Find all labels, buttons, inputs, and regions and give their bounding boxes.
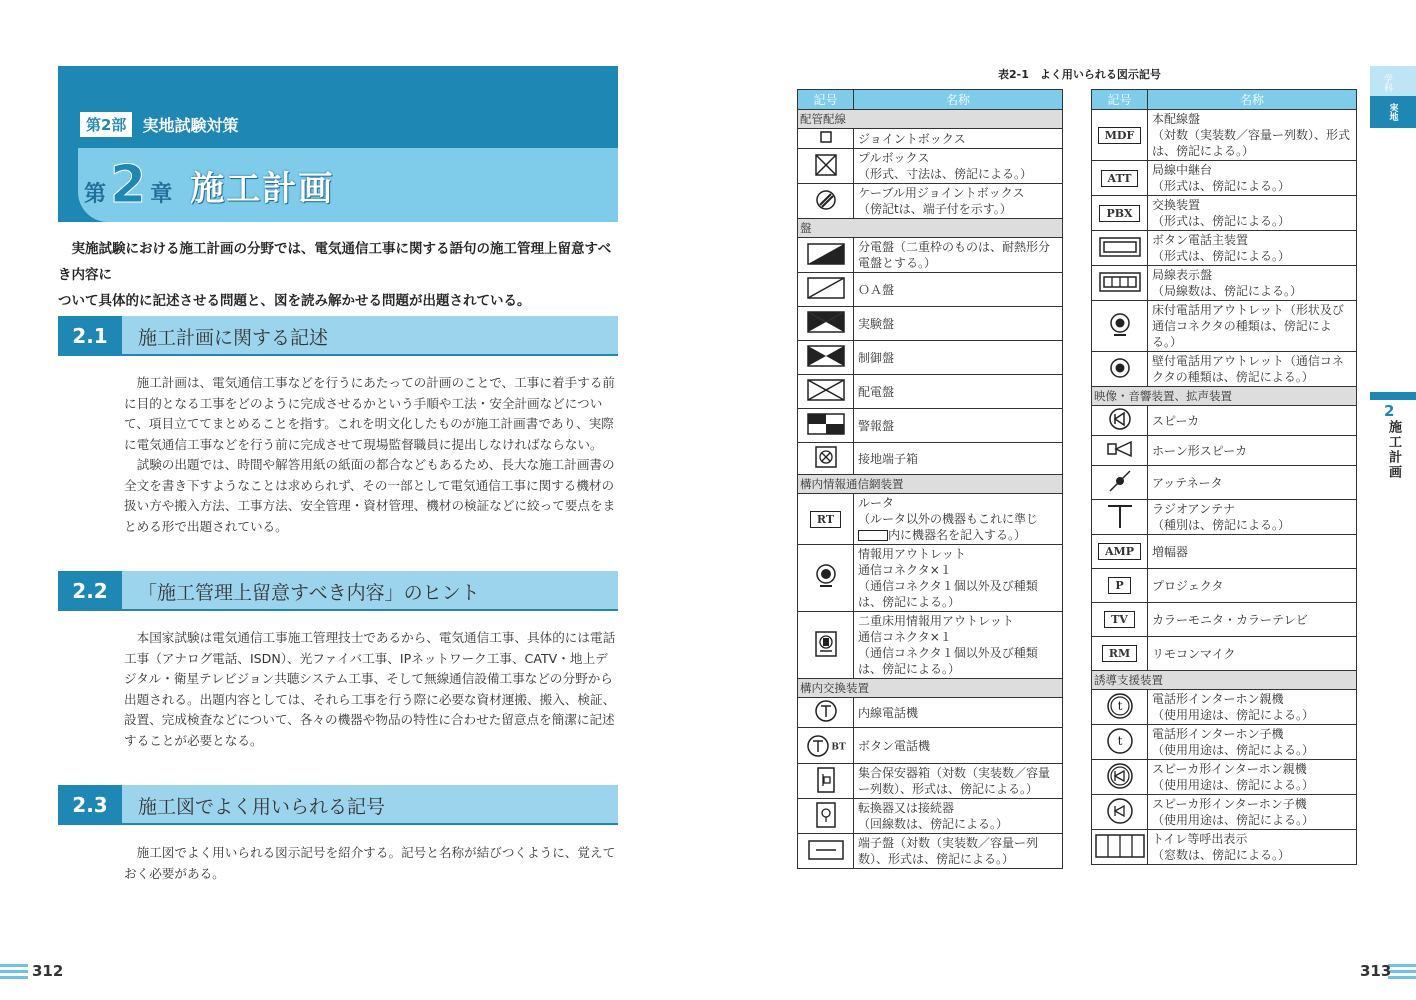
category-row: 配管配線 [798,110,1063,129]
toilet-call-display-symbol [1092,830,1148,865]
body-line: 扱い方や搬入方法、工事方法、安全管理・資材管理、機材の検証などに絞って要点をま [124,498,616,513]
pull-box-symbol [798,149,854,184]
symbol-name: 制御盤 [854,341,1063,375]
button-phone-main-symbol [1092,231,1148,266]
table-row [1092,266,1357,301]
radio-antenna-symbol [1092,500,1148,535]
tab-bar [1370,392,1416,400]
symbol-name: 壁付電話用アウトレット（通信コネ クタの種類は、傍記による。） [1148,352,1357,387]
col-name: 名称 [854,90,1063,110]
symbol-name: スピーカ [1148,406,1357,436]
intro-line: 実施試験における施工計画の分野では、電気通信工事に関する語句の施工管理上留意すべき内容に [58,241,612,283]
button-phone-symbol [798,728,854,764]
table-row [1092,301,1357,352]
table-row [1092,725,1357,760]
t-letter: t [1117,733,1122,748]
chapter-header [58,66,618,222]
section-number: 2.3 [58,785,122,825]
table-row [798,341,1063,375]
page-number-left: 312 [32,962,64,980]
oa-panel-symbol [798,273,854,307]
symbol-name: ラジオアンテナ （種別は、傍記による。） [1148,500,1357,535]
floor-phone-outlet-symbol [1092,301,1148,352]
symbol-name: 端子盤（対数（実装数／容量ー列 数）、形式は、傍記による。） [854,834,1063,869]
bt-subscript: BT [831,742,846,752]
symbol-name: ジョイントボックス [854,129,1063,149]
symbol-name: スピーカ形インターホン子機 （使用用途は、傍記による。） [1148,795,1357,830]
category-row: 盤 [798,219,1063,238]
symbol-name: 局線表示盤 （局線数は、傍記による。） [1148,266,1357,301]
symbol-name: ケーブル用ジョイントボックス （傍記tは、端子付を示す。） [854,184,1063,219]
table-row [1092,466,1357,500]
table-row [798,728,1063,764]
chapter-prefix: 第 [84,181,107,207]
table-row [798,545,1063,612]
projector-symbol: P [1092,569,1148,603]
symbol-name: プロジェクタ [1148,569,1357,603]
table-row [1092,406,1357,436]
side-tab-top [1370,66,1416,128]
category-row: 誘導支援装置 [1092,671,1357,690]
table-row [1092,637,1357,671]
section-heading-2-3 [58,785,618,825]
section-title: 施工図でよく用いられる記号 [138,795,386,818]
body-line: ジタル・衛星テレビジョン共聴システム工事、そして無線通信設備工事などの分野から [124,671,613,686]
symbol-name: 床付電話用アウトレット（形状及び 通信コネクタの種類は、傍記によ る。） [1148,301,1357,352]
table-row [798,149,1063,184]
section-underline [58,823,618,825]
tab-chapter-title: 施工計画 [1386,420,1401,480]
section-title: 「施工管理上留意すべき内容」のヒント [138,581,480,604]
section-underline [58,609,618,611]
symbol-table-right [1091,89,1357,865]
table-header-row [798,90,1063,110]
table-row [798,799,1063,834]
category-row: 構内情報通信網装置 [798,475,1063,494]
section-heading-2-2 [58,571,618,611]
symbol-name: アッテネータ [1148,466,1357,500]
table-row [798,494,1063,545]
chapter-title-box [78,148,618,222]
symbol-name: 情報用アウトレット 通信コネクタ×１ （通信コネクタ１個以外及び種類 は、傍記による。） [854,545,1063,612]
table-row [1092,161,1357,196]
symbol-name: 集合保安器箱（対数（実装数／容量 ー列数）、形式は、傍記による。） [854,764,1063,799]
ground-terminal-box-symbol [798,443,854,475]
table-row [1092,760,1357,795]
table-row [1092,436,1357,466]
mdf-symbol: MDF [1092,110,1148,161]
body-line: 工事（アナログ電話、ISDN）、光ファイバ工事、IPネットワーク工事、CATV・地上デ [124,650,608,666]
speaker-intercom-slave-symbol [1092,795,1148,830]
extension-phone-symbol [798,698,854,728]
table-row [798,834,1063,869]
symbol-name: 分電盤（二重枠のものは、耐熱形分 電盤とする。） [854,238,1063,273]
section-underline [58,354,618,356]
part-title: 実地試験対策 [142,116,239,135]
section-number: 2.2 [58,571,122,611]
table-row [798,184,1063,219]
table-row [1092,231,1357,266]
pbx-symbol: PBX [1092,196,1148,231]
part-row [80,112,238,137]
table-row [798,129,1063,149]
body-line: 設置、完成検査などについて、各々の機器や物品の特性に合わせた留意点を簡潔に記述 [124,712,615,727]
body-line: 施工計画は、電気通信工事などを行うにあたっての計画のことで、工事に着手する前 [136,375,615,390]
table-row [1092,196,1357,231]
symbol-name: 交換装置 （形式は、傍記による。） [1148,196,1357,231]
table-caption: 表2-1 よく用いられる図示記号 [998,68,1161,81]
tab-jitchi: 実地 [1370,96,1416,128]
body-line: 施工図でよく用いられる図示記号を紹介する。記号と名称が結びつくように、覚えて [136,845,616,860]
table-row [1092,690,1357,725]
symbol-name: 転換器又は接続器 （回線数は、傍記による。） [854,799,1063,834]
section-title: 施工計画に関する記述 [138,326,329,349]
distribution-panel-symbol [798,238,854,273]
tv-symbol: TV [1092,603,1148,637]
symbol-name: 増幅器 [1148,535,1357,569]
col-symbol: 記号 [798,90,854,110]
side-tab-chapter [1370,392,1416,480]
table-row [798,238,1063,273]
body-line: 試験の出題では、時間や解答用紙の紙面の都合などもあるため、長大な施工計画書の [136,457,615,472]
tab-gakka: 学科 [1370,66,1394,96]
speaker-intercom-master-symbol [1092,760,1148,795]
symbol-name: 配電盤 [854,375,1063,409]
protector-box-symbol [798,764,854,799]
info-outlet-symbol [798,545,854,612]
table-row [1092,569,1357,603]
table-row [798,612,1063,679]
symbol-name: ボタン電話機 [854,728,1063,764]
control-panel-symbol [798,341,854,375]
intercom-master-symbol [1092,690,1148,725]
section-body-2-3 [124,843,618,884]
table-row [1092,535,1357,569]
chapter-title: 施工計画 [190,168,335,209]
router-symbol: RT [798,494,854,545]
symbol-name: ＯＡ盤 [854,273,1063,307]
section-heading-2-1 [58,316,618,356]
symbol-name: 電話形インターホン親機 （使用用途は、傍記による。） [1148,690,1357,725]
body-line: 全文を書き下すようなことは求められず、その一部として電気通信工事に関する機材の [124,477,615,493]
table-row [1092,352,1357,387]
terminal-board-symbol [798,834,854,869]
body-line: 本国家試験は電気通信工事施工管理技士であるから、電気通信工事、具体的には電話 [136,630,616,645]
symbol-name: 電話形インターホン子機 （使用用途は、傍記による。） [1148,725,1357,760]
section-body-2-1 [124,373,618,537]
part-badge: 第2部 [80,112,132,137]
horn-speaker-symbol [1092,436,1148,466]
symbol-name: カラーモニタ・カラーテレビ [1148,603,1357,637]
table-row [798,764,1063,799]
amplifier-symbol: AMP [1092,535,1148,569]
body-line: とめる形で出題されている。 [124,518,288,534]
intro-text [58,236,618,314]
inline-box-icon [858,530,888,541]
t-letter: t [1117,698,1122,713]
body-line: 出題される。出題内容としては、それら工事を行う際に必要な資材運搬、搬入、検証、 [124,691,616,707]
footer-decoration-left [0,964,28,982]
intro-line: ついて具体的に記述させる問題と、図を読み解かせる問題が出題されている。 [58,293,531,309]
symbol-table-left [797,89,1063,869]
body-line: に目的となる工事をどのように完成させるかという手順や工法・安全計画などについ [124,395,603,411]
tab-chapter-number: 2 [1384,402,1395,420]
page-number-right: 313 [1360,962,1392,980]
symbol-name: トイレ等呼出表示 （窓数は、傍記による。） [1148,830,1357,865]
table-row [798,307,1063,341]
lab-panel-symbol [798,307,854,341]
alarm-panel-symbol [798,409,854,443]
symbol-name: リモコンマイク [1148,637,1357,671]
table-row [798,443,1063,475]
remote-mic-symbol: RM [1092,637,1148,671]
switch-connector-symbol [798,799,854,834]
col-name: 名称 [1148,90,1357,110]
intercom-slave-symbol [1092,725,1148,760]
symbol-name: ルータ （ルータ以外の機器もこれに準じ 内に機器名を記入する。） [854,494,1063,545]
symbol-name: ボタン電話主装置 （形式は、傍記による。） [1148,231,1357,266]
body-line: に電気通信工事などを行う前に完成させて現場監督職員に提出しなければならない。 [124,436,603,452]
symbol-name: 本配線盤 （対数（実装数／容量ー列数）、形式 は、傍記による。） [1148,110,1357,161]
chapter-number: 2 [110,155,147,215]
table-row [798,698,1063,728]
att-symbol: ATT [1092,161,1148,196]
category-row: 構内交換装置 [798,679,1063,698]
section-number: 2.1 [58,316,122,356]
symbol-name: 二重床用情報用アウトレット 通信コネクタ×１ （通信コネクタ１個以外及び種類 は、傍記による。） [854,612,1063,679]
wall-phone-outlet-symbol [1092,352,1148,387]
table-row [1092,795,1357,830]
symbol-name: プルボックス （形式、寸法は、傍記による。） [854,149,1063,184]
table-row [1092,110,1357,161]
footer-decoration-right [1388,964,1416,982]
symbol-name: 内線電話機 [854,698,1063,728]
power-panel-symbol [798,375,854,409]
attenuator-symbol [1092,466,1148,500]
table-row [798,375,1063,409]
speaker-symbol [1092,406,1148,436]
cable-junction-box-symbol [798,184,854,219]
line-indicator-symbol [1092,266,1148,301]
category-row: 映像・音響装置、拡声装置 [1092,387,1357,406]
body-line: することが必要となる。 [124,732,263,748]
body-line: おく必要がある。 [124,865,225,881]
table-row [1092,830,1357,865]
symbol-name: ホーン形スピーカ [1148,436,1357,466]
col-symbol: 記号 [1092,90,1148,110]
symbol-name: 局線中継台 （形式は、傍記による。） [1148,161,1357,196]
table-header-row [1092,90,1357,110]
table-row [1092,500,1357,535]
symbol-name: 警報盤 [854,409,1063,443]
table-row [1092,603,1357,637]
table-row [798,273,1063,307]
symbol-name: 実験盤 [854,307,1063,341]
section-body-2-2 [124,628,618,751]
chapter-suffix: 章 [150,181,173,207]
symbol-name: 接地端子箱 [854,443,1063,475]
junction-box-symbol [798,129,854,149]
table-row [798,409,1063,443]
body-line: て、項目立ててまとめることを指す。これを明文化したものが施工計画書であり、実際 [124,416,614,431]
double-floor-outlet-symbol [798,612,854,679]
symbol-name: スピーカ形インターホン親機 （使用用途は、傍記による。） [1148,760,1357,795]
